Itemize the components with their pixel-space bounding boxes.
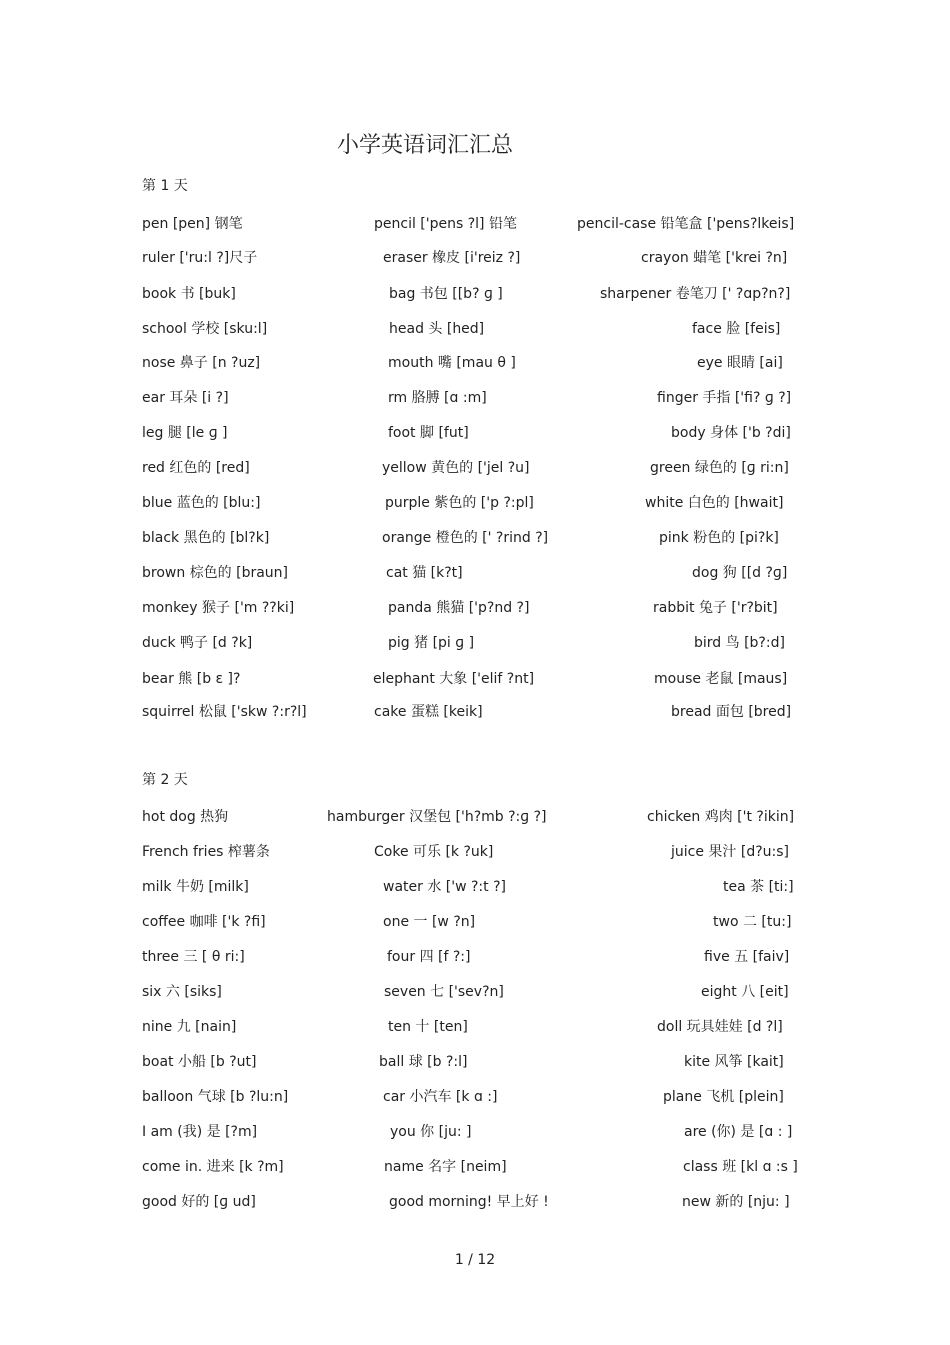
vocab-entry-day1-row15-col2: cake 蛋糕 [keik] [374,704,483,720]
vocab-entry-day1-row1-col3: pencil-case 铅笔盒 ['pens?lkeis] [577,216,795,232]
vocab-entry-day2-row12-col2: good morning! 早上好 ! [389,1194,549,1210]
vocab-entry-day2-row8-col1: boat 小船 [b ?ut] [142,1054,257,1070]
vocab-entry-day2-row9-col1: balloon 气球 [b ?lu:n] [142,1089,289,1105]
vocab-entry-day1-row8-col2: yellow 黄色的 ['jel ?u] [382,460,530,476]
vocab-entry-day1-row6-col3: finger 手指 ['fi? ɡ ?] [657,390,792,406]
vocab-entry-day2-row6-col1: six 六 [siks] [142,984,222,1000]
vocab-entry-day2-row6-col3: eight 八 [eit] [701,984,789,1000]
vocab-entry-day1-row3-col2: bag 书包 [[b? ɡ ] [389,286,503,302]
vocab-entry-day2-row6-col2: seven 七 ['sev?n] [384,984,504,1000]
vocab-entry-day1-row15-col1: squirrel 松鼠 ['skw ?:r?l] [142,704,307,720]
vocab-entry-day2-row11-col2: name 名字 [neim] [384,1159,507,1175]
vocab-entry-day1-row11-col2: cat 猫 [k?t] [386,565,463,581]
vocab-entry-day1-row1-col2: pencil ['pens ?l] 铅笔 [374,216,517,232]
vocab-entry-day2-row5-col2: four 四 [f ?:] [387,949,471,965]
vocab-entry-day2-row3-col1: milk 牛奶 [milk] [142,879,249,895]
vocab-entry-day1-row5-col3: eye 眼睛 [ai] [697,355,783,371]
vocab-entry-day2-row5-col1: three 三 [ θ ri:] [142,949,245,965]
page-title: 小学英语词汇汇总 [336,133,513,158]
vocab-entry-day2-row9-col2: car 小汽车 [k ɑ :] [383,1089,498,1105]
vocab-entry-day1-row3-col1: book 书 [buk] [142,286,236,302]
vocab-entry-day1-row4-col3: face 脸 [feis] [692,321,781,337]
vocab-entry-day1-row1-col1: pen [pen] 钢笔 [142,216,243,232]
vocab-entry-day2-row1-col2: hamburger 汉堡包 ['h?mb ?:ɡ ?] [327,809,547,825]
day-1-heading: 第 1 天 [142,178,188,194]
day-2-heading: 第 2 天 [142,772,188,788]
vocab-entry-day1-row2-col1: ruler ['ru:l ?]尺子 [142,250,258,266]
vocab-entry-day1-row13-col2: pig 猪 [pi ɡ ] [388,635,475,651]
vocab-entry-day1-row5-col1: nose 鼻子 [n ?uz] [142,355,261,371]
vocab-entry-day1-row4-col2: head 头 [hed] [389,321,485,337]
vocab-entry-day2-row4-col2: one 一 [w ?n] [383,914,476,930]
vocab-entry-day2-row1-col1: hot dog 热狗 [142,809,229,825]
vocab-entry-day1-row12-col1: monkey 猴子 ['m ??ki] [142,600,295,616]
vocab-entry-day1-row2-col2: eraser 橡皮 [i'reiz ?] [383,250,521,266]
vocab-entry-day1-row12-col2: panda 熊猫 ['p?nd ?] [388,600,530,616]
vocab-entry-day1-row7-col2: foot 脚 [fut] [388,425,469,441]
vocab-entry-day1-row14-col2: elephant 大象 ['elif ?nt] [373,671,535,687]
vocab-entry-day1-row8-col3: green 绿色的 [ɡ ri:n] [650,460,789,476]
vocab-entry-day1-row4-col1: school 学校 [sku:l] [142,321,268,337]
vocab-entry-day2-row8-col2: ball 球 [b ?:l] [379,1054,468,1070]
vocab-entry-day2-row12-col3: new 新的 [nju: ] [682,1194,790,1210]
vocab-entry-day1-row8-col1: red 红色的 [red] [142,460,250,476]
vocab-entry-day1-row10-col3: pink 粉色的 [pi?k] [659,530,779,546]
vocab-entry-day2-row7-col3: doll 玩具娃娃 [d ?l] [657,1019,783,1035]
vocab-entry-day1-row9-col2: purple 紫色的 ['p ?:pl] [385,495,534,511]
vocab-entry-day1-row7-col3: body 身体 ['b ?di] [671,425,791,441]
vocab-entry-day2-row4-col1: coffee 咖啡 ['k ?fi] [142,914,266,930]
vocab-entry-day2-row4-col3: two 二 [tu:] [713,914,792,930]
vocab-entry-day1-row5-col2: mouth 嘴 [mau θ ] [388,355,516,371]
vocab-entry-day1-row10-col1: black 黑色的 [bl?k] [142,530,270,546]
vocab-entry-day2-row12-col1: good 好的 [ɡ ud] [142,1194,256,1210]
vocab-entry-day1-row2-col3: crayon 蜡笔 ['krei ?n] [641,250,788,266]
vocab-entry-day2-row11-col1: come in. 进来 [k ?m] [142,1159,284,1175]
vocab-entry-day2-row1-col3: chicken 鸡肉 ['t ?ikin] [647,809,795,825]
vocab-entry-day1-row6-col2: rm 胳膊 [ɑ :m] [388,390,487,406]
vocab-entry-day2-row3-col2: water 水 ['w ?:t ?] [383,879,506,895]
vocab-entry-day1-row15-col3: bread 面包 [bred] [671,704,792,720]
vocab-entry-day1-row6-col1: ear 耳朵 [i ?] [142,390,229,406]
vocab-entry-day2-row5-col3: five 五 [faiv] [704,949,790,965]
vocab-entry-day2-row9-col3: plane 飞机 [plein] [663,1089,784,1105]
vocab-entry-day2-row3-col3: tea 茶 [ti:] [723,879,794,895]
vocab-entry-day1-row11-col1: brown 棕色的 [braun] [142,565,289,581]
vocab-entry-day1-row13-col3: bird 鸟 [b?:d] [694,635,785,651]
vocab-entry-day2-row2-col1: French fries 榨薯条 [142,844,270,860]
vocab-entry-day1-row7-col1: leg 腿 [le ɡ ] [142,425,228,441]
vocab-entry-day1-row13-col1: duck 鸭子 [d ?k] [142,635,253,651]
vocab-entry-day1-row11-col3: dog 狗 [[d ?ɡ] [692,565,788,581]
vocab-entry-day2-row7-col1: nine 九 [nain] [142,1019,237,1035]
vocab-entry-day2-row2-col3: juice 果汁 [d?u:s] [671,844,789,860]
vocab-entry-day2-row10-col2: you 你 [ju: ] [390,1124,472,1140]
vocab-entry-day1-row14-col3: mouse 老鼠 [maus] [654,671,788,687]
vocab-entry-day2-row2-col2: Coke 可乐 [k ?uk] [374,844,494,860]
vocab-entry-day1-row3-col3: sharpener 卷笔刀 [' ?ɑp?n?] [600,286,791,302]
vocab-entry-day2-row11-col3: class 班 [kl ɑ :s ] [683,1159,798,1175]
page-number: 1 / 12 [454,1252,496,1268]
vocab-entry-day2-row10-col3: are (你) 是 [ɑ : ] [684,1124,793,1140]
vocab-entry-day2-row10-col1: I am (我) 是 [?m] [142,1124,258,1140]
vocab-entry-day1-row9-col3: white 白色的 [hwait] [645,495,784,511]
vocab-entry-day2-row8-col3: kite 风筝 [kait] [684,1054,784,1070]
vocab-entry-day1-row14-col1: bear 熊 [b ε ]? [142,671,241,687]
vocab-entry-day2-row7-col2: ten 十 [ten] [388,1019,468,1035]
vocab-entry-day1-row9-col1: blue 蓝色的 [blu:] [142,495,261,511]
vocab-entry-day1-row10-col2: orange 橙色的 [' ?rind ?] [382,530,549,546]
vocab-entry-day1-row12-col3: rabbit 兔子 ['r?bit] [653,600,778,616]
